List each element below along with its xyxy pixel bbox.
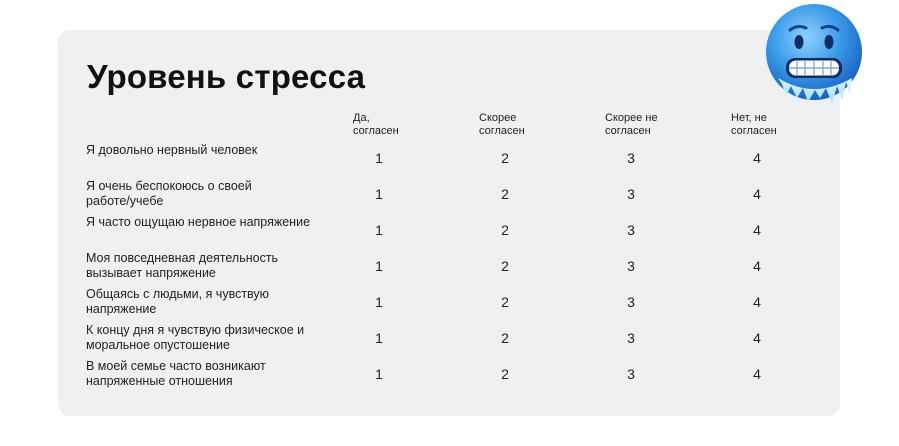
column-header-rather-agree <box>479 112 559 138</box>
score-option-4[interactable]: 4 <box>753 366 761 382</box>
score-option-4[interactable]: 4 <box>753 294 761 310</box>
score-option-3[interactable]: 3 <box>627 294 635 310</box>
score-option-4[interactable]: 4 <box>753 186 761 202</box>
column-header-line: согласен <box>479 125 525 137</box>
statement-line: Я довольно нервный человек <box>86 143 258 157</box>
score-option-4[interactable]: 4 <box>753 150 761 166</box>
column-header-line: согласен <box>731 125 777 137</box>
statement-line: напряженные отношения <box>86 374 233 388</box>
column-header-disagree <box>731 112 811 138</box>
score-option-1[interactable]: 1 <box>375 294 383 310</box>
row-statement <box>86 143 326 158</box>
column-header-line: согласен <box>605 125 651 137</box>
row-statement <box>86 359 326 389</box>
page-title: Уровень стресса <box>87 58 366 95</box>
score-option-2[interactable]: 2 <box>501 222 509 238</box>
row-statement <box>86 287 326 317</box>
score-option-1[interactable]: 1 <box>375 150 383 166</box>
column-header-line: Нет, не <box>731 112 767 124</box>
statement-line: В моей семье часто возникают <box>86 359 266 373</box>
score-option-3[interactable]: 3 <box>627 366 635 382</box>
score-option-1[interactable]: 1 <box>375 366 383 382</box>
statement-line: Моя повседневная деятельность <box>86 251 279 265</box>
score-option-4[interactable]: 4 <box>753 222 761 238</box>
row-statement <box>86 215 326 230</box>
column-header-line: Скорее не <box>605 112 658 124</box>
statement-line: Я очень беспокоюсь о своей <box>86 179 252 193</box>
statement-line: Общаясь с людьми, я чувствую <box>86 287 270 301</box>
score-option-1[interactable]: 1 <box>375 330 383 346</box>
score-option-2[interactable]: 2 <box>501 294 509 310</box>
column-header-rather-disagree <box>605 112 685 138</box>
score-option-3[interactable]: 3 <box>627 222 635 238</box>
statement-line: напряжение <box>86 302 157 316</box>
score-option-2[interactable]: 2 <box>501 330 509 346</box>
statement-line: К концу дня я чувствую физическое и <box>86 323 305 337</box>
score-option-3[interactable]: 3 <box>627 330 635 346</box>
score-option-1[interactable]: 1 <box>375 258 383 274</box>
column-header-line: Скорее <box>479 112 517 124</box>
score-option-3[interactable]: 3 <box>627 150 635 166</box>
score-option-2[interactable]: 2 <box>501 150 509 166</box>
score-option-2[interactable]: 2 <box>501 186 509 202</box>
statement-line: Я часто ощущаю нервное напряжение <box>86 215 311 229</box>
row-statement <box>86 179 326 209</box>
score-option-1[interactable]: 1 <box>375 186 383 202</box>
column-header-line: Да, <box>353 112 370 124</box>
score-option-2[interactable]: 2 <box>501 366 509 382</box>
score-option-3[interactable]: 3 <box>627 258 635 274</box>
score-option-4[interactable]: 4 <box>753 258 761 274</box>
statement-line: моральное опустошение <box>86 338 230 352</box>
column-header-line: согласен <box>353 125 399 137</box>
column-header-agree <box>353 112 433 138</box>
score-option-3[interactable]: 3 <box>627 186 635 202</box>
cold-face-emoji-icon <box>760 0 868 108</box>
score-option-2[interactable]: 2 <box>501 258 509 274</box>
score-option-1[interactable]: 1 <box>375 222 383 238</box>
row-statement <box>86 323 326 353</box>
row-statement <box>86 251 326 281</box>
statement-line: работе/учебе <box>86 194 164 208</box>
score-option-4[interactable]: 4 <box>753 330 761 346</box>
statement-line: вызывает напряжение <box>86 266 216 280</box>
